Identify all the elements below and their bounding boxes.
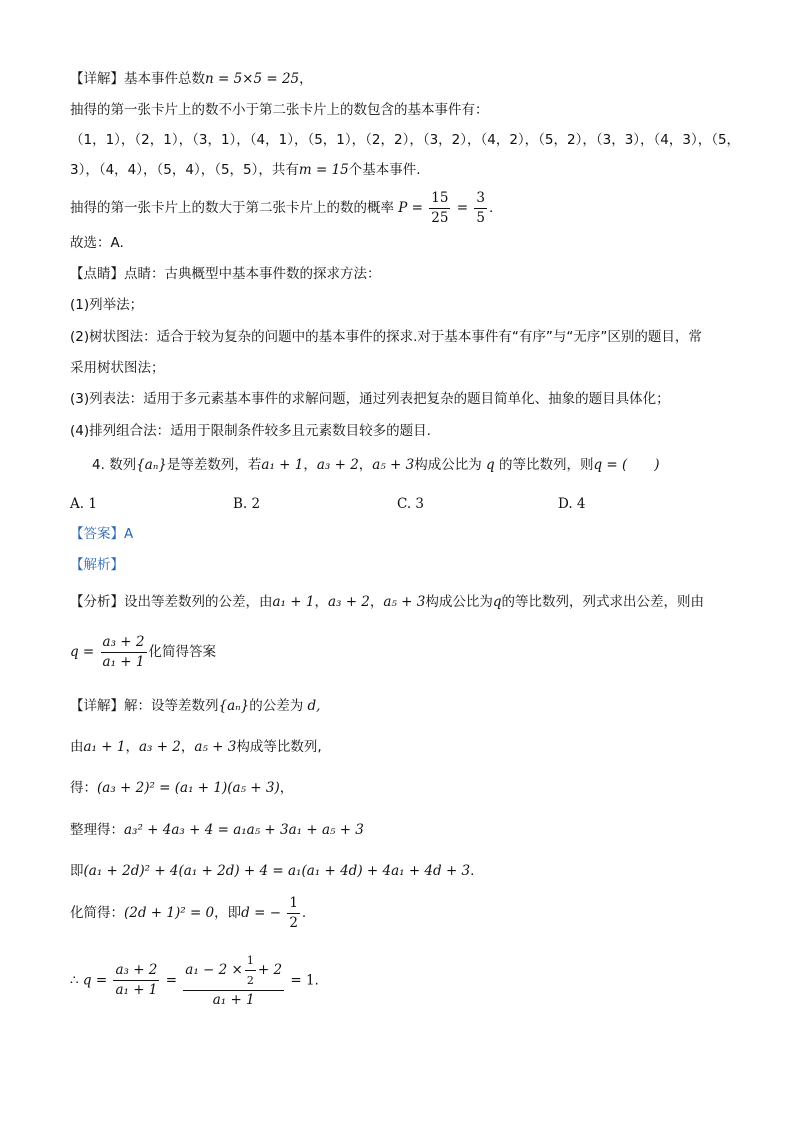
- detail-line-total: 【详解】基本事件总数n = 5×5 = 25，: [70, 71, 313, 87]
- answer-line: [70, 524, 133, 544]
- tip-method-1: (1)列举法；: [70, 297, 144, 313]
- solution-eq-4: 化简得：(2d + 1)² = 0，即d = − $\frac{1}{2}$ .: [70, 894, 307, 931]
- options-row: [70, 494, 590, 514]
- question-number: 4.: [92, 457, 105, 473]
- analysis-line: 【分析】设出等差数列的公差，由a₁ + 1，a₃ + 2，a₅ + 3构成公比为q的等比数列，列式求出公差，则由: [70, 594, 705, 610]
- answer-value: A: [124, 526, 134, 542]
- tip-method-2-cont: 采用树状图法；: [70, 360, 165, 376]
- solution-eq-3: 即(a₁ + 2d)² + 4(a₁ + 2d) + 4 = a₁(a₁ + 4d) + 4a₁ + 4d + 3.: [70, 863, 475, 879]
- tip-method-2: (2)树状图法：适合于较为复杂的问题中的基本事件的探求.对于基本事件有“有序”与“无序”区别的题目，常: [70, 329, 702, 345]
- solution-eq-5: ∴ q = $\frac{\text{a₃ + 2}}{\text{a₁ + 1}}$ = a₁ − 2 × $\frac{1}{2}$ + 2 a₁ + 1 = 1.: [70, 954, 319, 1008]
- math-m: m = 15: [298, 162, 349, 178]
- answer-label: 【答案】: [70, 526, 124, 542]
- analysis-sub-label: 【分析】: [70, 594, 124, 610]
- option-a: A. 1: [70, 496, 97, 512]
- tip-method-4: (4)排列组合法：适用于限制条件较多且元素数目较多的题目.: [70, 423, 431, 439]
- solution-line-2: 由a₁ + 1，a₃ + 2，a₅ + 3构成等比数列,: [70, 739, 322, 755]
- analysis-label: 【解析】: [70, 557, 124, 573]
- fraction-q: $\frac{\text{a₃ + 2}}{\text{a₁ + 1}}$: [102, 633, 145, 670]
- option-c: C. 3: [397, 496, 425, 512]
- fraction-15-25: $\frac{15}{25}$: [431, 189, 449, 226]
- option-b: B. 2: [233, 496, 261, 512]
- detail-line-events-intro: 抽得的第一张卡片上的数不小于第二张卡片上的数包含的基本事件有：: [70, 102, 489, 118]
- fraction-3-5: $\frac{3}{5}$: [476, 189, 485, 226]
- fraction-q-1: $\frac{\text{a₃ + 2}}{\text{a₁ + 1}}$: [115, 962, 158, 998]
- fraction-q-2: a₁ − 2 × $\frac{1}{2}$ + 2 a₁ + 1: [185, 954, 283, 1008]
- solution-label: 【详解】: [70, 698, 124, 714]
- option-d: D. 4: [558, 496, 586, 512]
- analysis-formula: q = $\frac{\text{a₃ + 2}}{\text{a₁ + 1}}$ 化简得答案: [70, 633, 216, 670]
- solution-line-1: 【详解】解：设等差数列{aₙ}的公差为 d,: [70, 698, 321, 714]
- solution-eq-2: 整理得：a₃² + 4a₃ + 4 = a₁a₅ + 3a₁ + a₅ + 3: [70, 822, 364, 838]
- tip-label: 【点睛】: [70, 266, 124, 282]
- detail-label: 【详解】: [70, 71, 124, 87]
- detail-line-events-list: （1，1），（2，1），（3，1），（4，1），（5，1），（2，2），（3，2），（4，2），（5，2），（3，3），（4，3），（5，: [70, 132, 741, 148]
- question-4: 4. 数列{aₙ}是等差数列，若a₁ + 1，a₃ + 2，a₅ + 3构成公比为 q 的等比数列，则q = ( ): [92, 457, 660, 473]
- tip-method-3: (3)列表法：适用于多元素基本事件的求解问题，通过列表把复杂的题目简单化、抽象的题目具体化；: [70, 391, 670, 407]
- fraction-one-half: $\frac{1}{2}$: [289, 894, 298, 931]
- detail-line-events-count: 3），（4，4），（5，4），（5，5），共有m = 15个基本事件.: [70, 162, 421, 178]
- solution-eq-1: 得：(a₃ + 2)² = (a₁ + 1)(a₅ + 3)，: [70, 780, 294, 796]
- math-total: n = 5×5 = 25: [205, 71, 300, 87]
- tip-line: 【点睛】点睛：古典概型中基本事件数的探求方法：: [70, 266, 381, 282]
- choice-line: 故选：A.: [70, 235, 124, 251]
- detail-line-probability: 抽得的第一张卡片上的数大于第二张卡片上的数的概率 P = $\frac{15}{25}$ = $\frac{3}{5}$ .: [70, 189, 494, 226]
